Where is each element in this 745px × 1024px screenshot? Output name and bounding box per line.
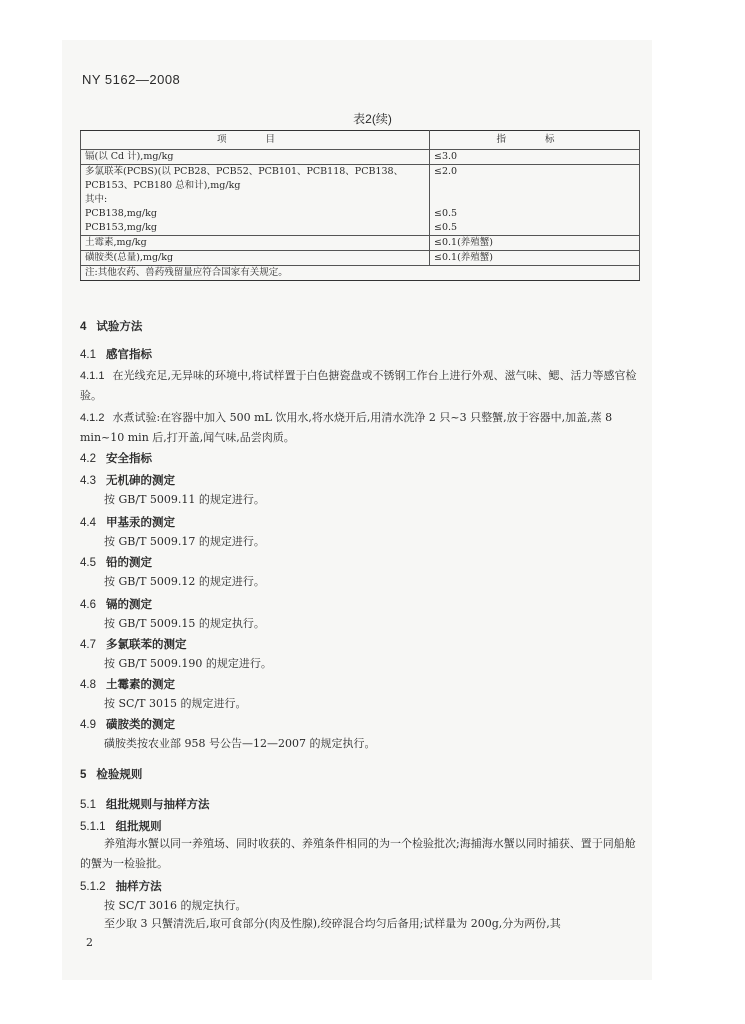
section-4-7-body: 按 GB/T 5009.190 的规定进行。 (104, 657, 272, 670)
section-4-1-heading: 4.1 感官指标 (80, 347, 152, 361)
section-4-8-heading: 4.8 土霉素的测定 (80, 677, 175, 691)
table-row (81, 221, 640, 236)
table-note: 注:其他农药、兽药残留量应符合国家有关规定。 (81, 266, 640, 281)
table-row (81, 251, 640, 266)
row-value: ≤3.0 (430, 150, 640, 165)
section-4-3-heading: 4.3 无机砷的测定 (80, 473, 175, 487)
table-row (81, 193, 640, 207)
row-item: 其中: (81, 193, 430, 207)
section-4-3-body: 按 GB/T 5009.11 的规定进行。 (104, 493, 265, 506)
row-value: ≤0.1(养殖蟹) (430, 236, 640, 251)
section-4-6-heading: 4.6 镉的测定 (80, 597, 152, 611)
section-5-1-2-body-1: 按 SC/T 3016 的规定执行。 (104, 899, 247, 912)
table-caption: 表2(续) (353, 112, 392, 126)
row-item: 多氯联苯(PCBS)(以 PCB28、PCB52、PCB101、PCB118、PCB138、PCB153、PCB180 总和计),mg/kg (81, 165, 430, 194)
row-item: PCB138,mg/kg (81, 207, 430, 221)
table-row (81, 165, 640, 194)
section-5-1-1-heading: 5.1.1 组批规则 (80, 819, 162, 833)
row-item: 镉(以 Cd 计),mg/kg (81, 150, 430, 165)
section-4-7-heading: 4.7 多氯联苯的测定 (80, 637, 187, 651)
section-4-heading: 4 试验方法 (80, 319, 143, 333)
section-5-1-heading: 5.1 组批规则与抽样方法 (80, 797, 210, 811)
section-5-1-2-heading: 5.1.2 抽样方法 (80, 879, 162, 893)
table-header-row (81, 131, 640, 150)
row-item: 土霉素,mg/kg (81, 236, 430, 251)
section-4-6-body: 按 GB/T 5009.15 的规定执行。 (104, 617, 265, 630)
section-4-2-heading: 4.2 安全指标 (80, 451, 152, 465)
section-4-5-body: 按 GB/T 5009.12 的规定进行。 (104, 575, 265, 588)
section-4-9-heading: 4.9 磺胺类的测定 (80, 717, 175, 731)
page-number: 2 (86, 936, 93, 949)
section-4-1-2-paragraph: 4.1.2 水煮试验:在容器中加入 500 mL 饮用水,将水烧开后,用清水洗净 2 只~3 只整蟹,放于容器中,加盖,蒸 8 min~10 min 后,打开盖,闻气味,品尝肉质。 (80, 411, 613, 444)
section-4-4-heading: 4.4 甲基汞的测定 (80, 515, 175, 529)
section-4-4-body: 按 GB/T 5009.17 的规定进行。 (104, 535, 265, 548)
section-4-1-1-paragraph: 4.1.1 在光线充足,无异味的环境中,将试样置于白色搪瓷盘或不锈钢工作台上进行外观、滋气味、鳃、活力等感官检验。 (80, 369, 637, 402)
section-4-9-body: 磺胺类按农业部 958 号公告—12—2007 的规定执行。 (104, 737, 376, 750)
col-header-index: 指 标 (430, 131, 640, 150)
row-value: ≤0.5 (430, 207, 640, 221)
standard-code: NY 5162—2008 (82, 72, 181, 87)
row-value: ≤0.5 (430, 221, 640, 236)
row-item: PCB153,mg/kg (81, 221, 430, 236)
table-note-row (81, 266, 640, 281)
table-row (81, 207, 640, 221)
table-row (81, 150, 640, 165)
indicator-table (80, 130, 640, 281)
section-5-1-2-body-2: 至少取 3 只蟹清洗后,取可食部分(肉及性腺),绞碎混合均匀后备用;试样量为 200g,分为两份,其 (104, 917, 561, 930)
row-value: ≤0.1(养殖蟹) (430, 251, 640, 266)
col-header-item: 项 目 (81, 131, 430, 150)
section-4-5-heading: 4.5 铅的测定 (80, 555, 152, 569)
row-value: ≤2.0 (430, 165, 640, 194)
row-item: 磺胺类(总量),mg/kg (81, 251, 430, 266)
section-5-1-1-body: 养殖海水蟹以同一养殖场、同时收获的、养殖条件相同的为一个检验批次;海捕海水蟹以同时捕获、置于同船舱的蟹为一检验批。 (80, 837, 636, 870)
row-value (430, 193, 640, 207)
section-5-heading: 5 检验规则 (80, 767, 143, 781)
table-row (81, 236, 640, 251)
section-4-8-body: 按 SC/T 3015 的规定进行。 (104, 697, 247, 710)
